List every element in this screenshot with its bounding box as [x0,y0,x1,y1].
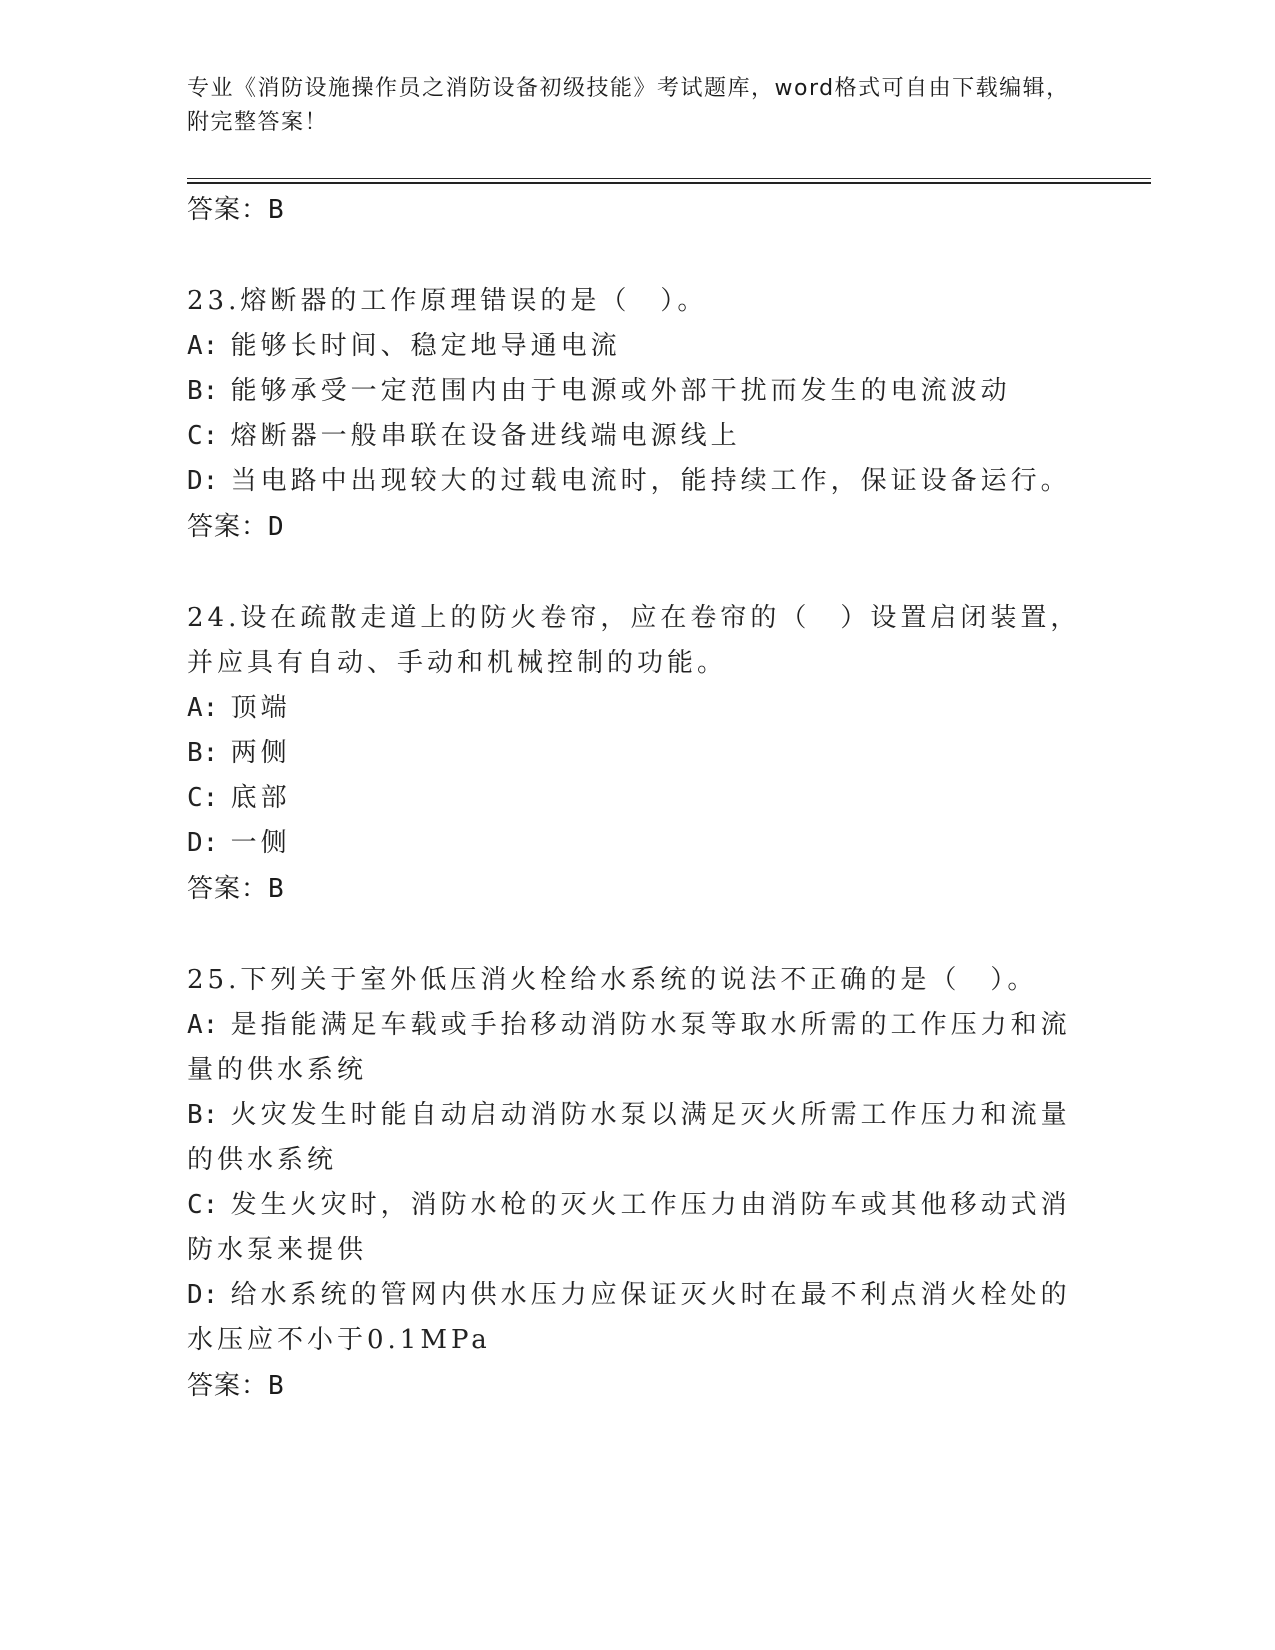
option-a [187,1003,1087,1093]
answer-value: B [268,874,285,904]
option-letter: A: [187,331,219,361]
question-stem [187,279,1087,324]
answer-value: B [268,1371,285,1401]
option-letter: D: [187,828,219,858]
option-text: 火灾发生时能自动启动消防水泵以满足灭火所需工作压力和流量的供水系统 [187,1100,1071,1175]
question-23 [187,279,1087,550]
option-text: 是指能满足车载或手抬移动消防水泵等取水所需的工作压力和流量的供水系统 [187,1010,1071,1085]
option-c [187,414,1087,459]
answer-line [187,866,1087,912]
option-letter: C: [187,421,219,451]
option-text: 顶端 [230,693,291,723]
option-b [187,1093,1087,1183]
question-number: 25. [187,965,241,995]
header-rule-thick [187,182,1151,184]
answer-line [187,504,1087,550]
option-a [187,686,1087,731]
answer-value: B [268,195,285,225]
question-number: 24. [187,603,241,633]
option-letter: A: [187,1010,219,1040]
question-text: 熔断器的工作原理错误的是（ ）。 [240,286,708,316]
answer-line [187,187,1087,233]
option-text: 能够长时间、稳定地导通电流 [230,331,621,361]
question-text: 下列关于室外低压消火栓给水系统的说法不正确的是（ ）。 [240,965,1038,995]
option-letter: A: [187,693,219,723]
option-c [187,1183,1087,1273]
option-text: 发生火灾时，消防水枪的灭火工作压力由消防车或其他移动式消防水泵来提供 [187,1190,1071,1265]
option-text: 给水系统的管网内供水压力应保证灭火时在最不利点消火栓处的水压应不小于0.1MPa [187,1280,1071,1355]
option-letter: B: [187,1100,219,1130]
question-text: 设在疏散走道上的防火卷帘，应在卷帘的（ ）设置启闭装置，并应具有自动、手动和机械控制的功能。 [187,603,1081,678]
option-text: 能够承受一定范围内由于电源或外部干扰而发生的电流波动 [230,376,1011,406]
option-b [187,369,1087,414]
answer-label: 答案： [187,512,269,542]
option-letter: D: [187,1280,219,1310]
option-b [187,731,1087,776]
question-number: 23. [187,286,241,316]
option-d [187,459,1087,504]
question-content [187,187,1087,1409]
option-letter: B: [187,738,219,768]
question-25 [187,958,1087,1409]
document-header: 专业《消防设施操作员之消防设备初级技能》考试题库，word格式可自由下载编辑，附完整答案！ [187,76,1070,135]
answer-label: 答案： [187,874,269,904]
option-text: 两侧 [230,738,291,768]
header-rule-thin [187,178,1151,179]
option-letter: D: [187,466,219,496]
answer-value: D [268,512,285,542]
option-letter: C: [187,783,219,813]
option-letter: B: [187,376,219,406]
option-letter: C: [187,1190,219,1220]
option-text: 一侧 [230,828,291,858]
option-d [187,1273,1087,1363]
question-stem [187,958,1087,1003]
question-24 [187,596,1087,912]
answer-line [187,1363,1087,1409]
answer-label: 答案： [187,1371,269,1401]
question-stem [187,596,1087,686]
answer-label: 答案： [187,195,269,225]
option-text: 熔断器一般串联在设备进线端电源线上 [230,421,741,451]
option-text: 当电路中出现较大的过载电流时，能持续工作，保证设备运行。 [230,466,1071,496]
option-d [187,821,1087,866]
option-c [187,776,1087,821]
option-text: 底部 [230,783,291,813]
option-a [187,324,1087,369]
